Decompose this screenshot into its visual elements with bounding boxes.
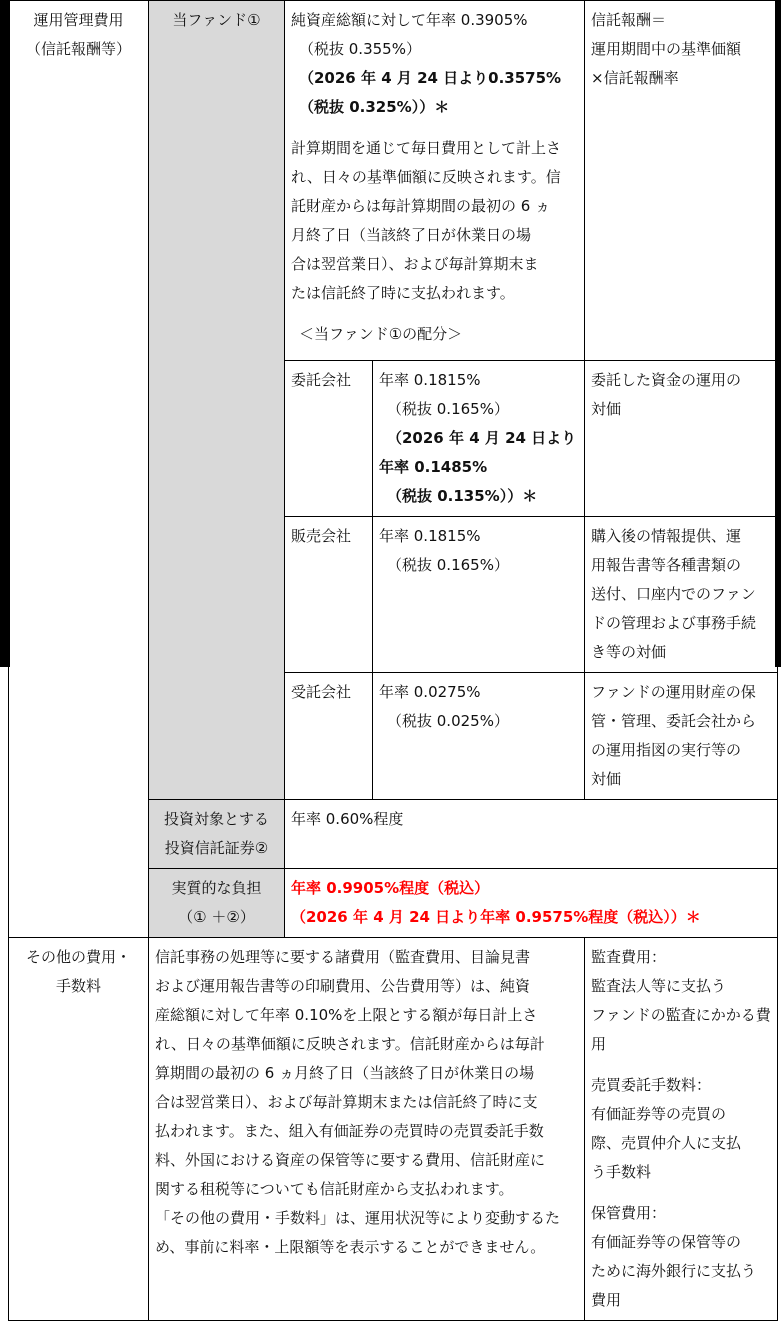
fund1-desc-line: 合は翌営業日）、および毎計算期末ま [291, 255, 539, 273]
jutaku-desc-cell [585, 673, 778, 800]
other-fees-desc-line: 産総額に対して年率 0.10%を上限とする額が毎日計上さ [155, 1006, 538, 1024]
jutaku-desc-line: 対価 [591, 770, 622, 788]
fee-table [8, 0, 778, 1321]
other-fees-desc-line: め、事前に料率・上限額等を表示することができません。 [155, 1238, 546, 1256]
fund1-desc-line: れ、日々の基準価額に反映されます。信 [291, 168, 561, 186]
mgmt-fee-label-line: （信託報酬等） [25, 40, 131, 58]
itaku-rate-cell [373, 361, 585, 517]
allocation-title: ＜当ファンド①の配分＞ [299, 325, 463, 343]
hanbai-rate-cell [373, 517, 585, 673]
hanbai-rate-line: 年率 0.1815% [379, 527, 481, 545]
itaku-name: 委託会社 [291, 371, 352, 389]
mgmt-fee-label-line: 運用管理費用 [33, 11, 124, 29]
trade-fee-line: 際、売買仲介人に支払 [591, 1134, 742, 1152]
hanbai-name: 販売会社 [291, 527, 352, 545]
audit-fee-line: 監査費用： [591, 948, 667, 966]
fund1-rate-line: （税抜 0.355%） [299, 40, 421, 58]
hanbai-desc-line: 用報告書等各種書類の [591, 556, 742, 574]
effective-cost-label-line: （① ＋②） [178, 908, 255, 926]
audit-fee-line: 用 [591, 1035, 607, 1053]
hanbai-desc-line: 購入後の情報提供、運 [591, 527, 742, 545]
other-fees-label-line: その他の費用・ [25, 948, 131, 966]
hanbai-desc-cell [585, 517, 778, 673]
other-fees-desc-line: 払われます。また、組入有価証券の売買時の売買委託手数 [155, 1122, 544, 1140]
jutaku-rate-cell [373, 673, 585, 800]
custody-fee-line: 保管費用： [591, 1204, 667, 1222]
custody-fee-line: 有価証券等の保管等の [591, 1233, 742, 1251]
fund1-rate-new-line: （税抜 0.325%））＊ [299, 98, 450, 116]
effective-cost-value-line: 年率 0.9905%程度（税込） [291, 879, 490, 897]
jutaku-desc-line: の運用指図の実行等の [591, 741, 742, 759]
target-fund-label-line: 投資対象とする [163, 810, 269, 828]
other-fees-label-line: 手数料 [55, 977, 101, 995]
other-fees-desc-line: 料、外国における資産の保管等に要する費用、信託財産に [155, 1151, 546, 1169]
jutaku-name: 受託会社 [291, 683, 352, 701]
fund1-label-cell [149, 1, 285, 800]
audit-fee-line: ファンドの監査にかかる費 [591, 1006, 771, 1024]
other-fees-desc-line: 算期間の最初の 6 ヵ月終了日（当該終了日が休業日の場 [155, 1064, 535, 1082]
itaku-desc-line: 委託した資金の運用の [591, 371, 742, 389]
other-fees-label-cell [9, 938, 149, 1321]
fund1-desc-line: たは信託終了時に支払われます。 [291, 284, 515, 302]
fund1-desc-line: 月終了日（当該終了日が休業日の場 [291, 226, 532, 244]
fee-formula-line: ×信託報酬率 [591, 69, 679, 87]
target-fund-label-cell [149, 800, 285, 869]
fee-formula-cell [585, 1, 778, 361]
itaku-name-cell [285, 361, 373, 517]
jutaku-desc-line: 管・管理、委託会社から [591, 712, 757, 730]
hanbai-desc-line: 送付、口座内でのファン [591, 585, 756, 603]
itaku-new-line: （2026 年 4 月 24 日より [387, 429, 577, 447]
hanbai-desc-line: き等の対価 [591, 643, 667, 661]
effective-cost-value-cell [285, 869, 778, 938]
other-fees-desc-line: 合は翌営業日）、および毎計算期末または信託終了時に支 [155, 1093, 538, 1111]
effective-cost-value-line: （2026 年 4 月 24 日より年率 0.9575%程度（税込））＊ [291, 908, 701, 926]
other-fees-row [9, 938, 778, 1321]
other-fees-desc-cell [149, 938, 585, 1321]
trade-fee-line: 売買委託手数料： [591, 1076, 712, 1094]
target-fund-label-line: 投資信託証券② [164, 839, 269, 857]
fund1-rate-line: 純資産総額に対して年率 0.3905% [291, 11, 528, 29]
itaku-desc-cell [585, 361, 778, 517]
hanbai-name-cell [285, 517, 373, 673]
other-fees-desc-line: および運用報告書等の印刷費用、公告費用等）は、純資 [155, 977, 531, 995]
fund1-label: 当ファンド① [172, 11, 261, 29]
itaku-rate-line: 年率 0.1815% [379, 371, 481, 389]
fee-formula-line: 運用期間中の基準価額 [591, 40, 742, 58]
trade-fee-line: 有価証券等の売買の [591, 1105, 727, 1123]
trade-fee-line: う手数料 [591, 1163, 652, 1181]
jutaku-rate-line: 年率 0.0275% [379, 683, 481, 701]
other-fees-desc-line: 関する租税等についても信託財産から支払われます。 [155, 1180, 514, 1198]
fund1-rate-new-line: （2026 年 4 月 24 日より0.3575% [299, 69, 562, 87]
mgmt-fee-label-cell [9, 1, 149, 938]
fund1-desc-line: 託財産からは毎計算期間の最初の 6 ヵ [291, 197, 551, 215]
target-fund-value-cell [285, 800, 778, 869]
fund1-row [9, 1, 778, 361]
other-fees-breakdown-cell [585, 938, 778, 1321]
jutaku-desc-line: ファンドの運用財産の保 [591, 683, 756, 701]
jutaku-rate-line: （税抜 0.025%） [387, 712, 509, 730]
hanbai-rate-line: （税抜 0.165%） [387, 556, 509, 574]
hanbai-desc-line: ドの管理および事務手続 [591, 614, 757, 632]
effective-cost-label-line: 実質的な負担 [171, 879, 262, 897]
fund1-desc-line: 計算期間を通じて毎日費用として計上さ [291, 139, 562, 157]
jutaku-name-cell [285, 673, 373, 800]
other-fees-desc-line: 信託事務の処理等に要する諸費用（監査費用、目論見書 [155, 948, 531, 966]
itaku-new-line: 年率 0.1485% [379, 458, 488, 476]
target-fund-value: 年率 0.60%程度 [291, 810, 404, 828]
effective-cost-label-cell [149, 869, 285, 938]
other-fees-desc-line: 「その他の費用・手数料」は、運用状況等により変動するた [155, 1209, 561, 1227]
itaku-new-line: （税抜 0.135%））＊ [387, 487, 538, 505]
audit-fee-line: 監査法人等に支払う [591, 977, 727, 995]
itaku-desc-line: 対価 [591, 400, 622, 418]
custody-fee-line: 費用 [591, 1291, 622, 1309]
fund1-rate-cell [285, 1, 585, 361]
fee-formula-line: 信託報酬＝ [591, 11, 667, 29]
other-fees-desc-line: れ、日々の基準価額に反映されます。信託財産からは毎計 [155, 1035, 545, 1053]
itaku-rate-line: （税抜 0.165%） [387, 400, 509, 418]
custody-fee-line: ために海外銀行に支払う [591, 1262, 757, 1280]
